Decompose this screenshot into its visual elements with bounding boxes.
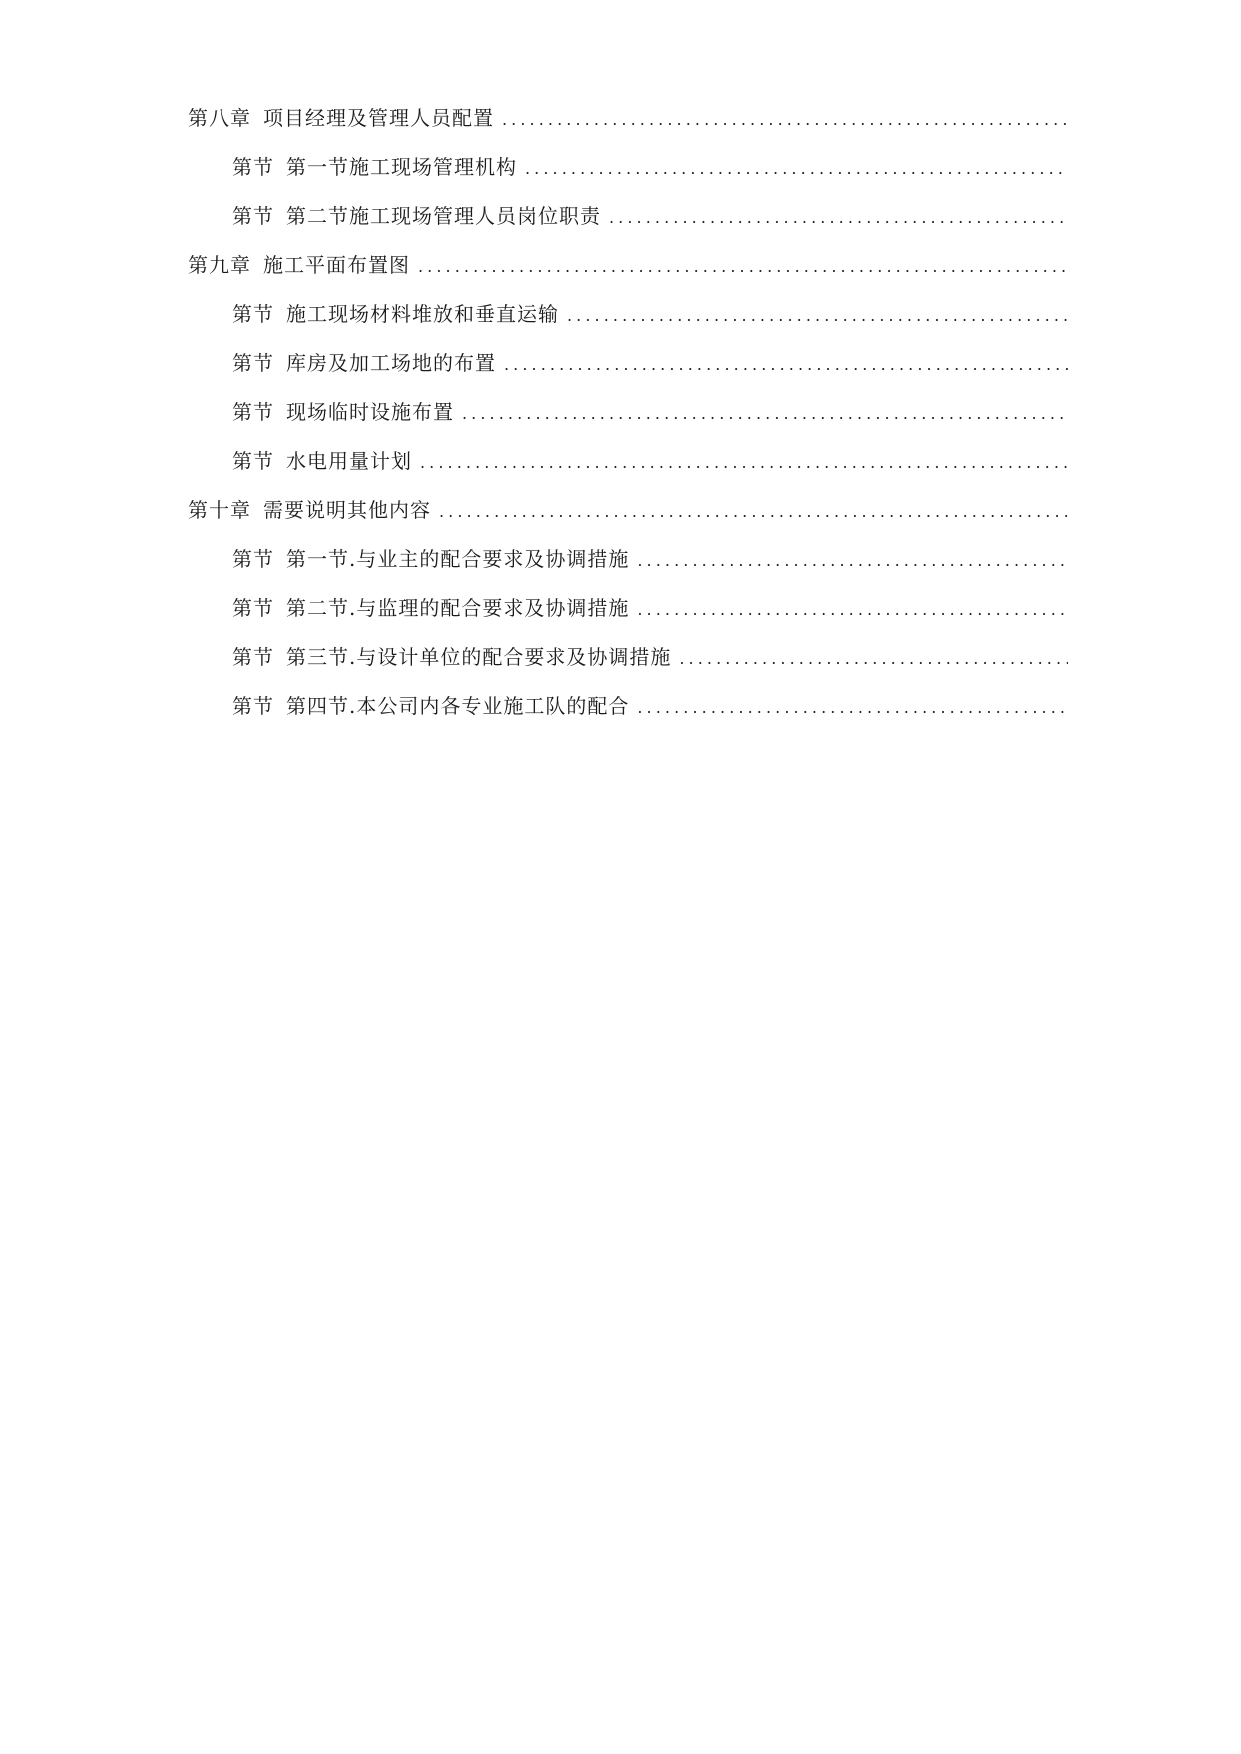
toc-entry-title: 现场临时设施布置 bbox=[286, 400, 454, 424]
toc-entry-title: 第三节.与设计单位的配合要求及协调措施 bbox=[286, 645, 672, 669]
toc-entry-prefix: 第节 bbox=[232, 547, 274, 571]
toc-entry-title: 水电用量计划 bbox=[286, 449, 412, 473]
toc-entry-section[interactable] bbox=[188, 643, 1068, 692]
dot-leader bbox=[525, 155, 1068, 183]
toc-entry-section[interactable] bbox=[188, 398, 1068, 447]
toc-entry-prefix: 第十章 bbox=[188, 498, 251, 522]
toc-entry-title: 第四节.本公司内各专业施工队的配合 bbox=[286, 694, 630, 718]
toc-entry-title: 第二节施工现场管理人员岗位职责 bbox=[286, 204, 601, 228]
dot-leader bbox=[567, 302, 1068, 330]
toc-entry-title: 第一节施工现场管理机构 bbox=[286, 155, 517, 179]
toc-entry-prefix: 第节 bbox=[232, 694, 274, 718]
toc-entry-prefix: 第节 bbox=[232, 204, 274, 228]
dot-leader bbox=[637, 596, 1068, 624]
toc-entry-prefix: 第节 bbox=[232, 400, 274, 424]
toc-entry-section[interactable] bbox=[188, 349, 1068, 398]
toc-entry-prefix: 第节 bbox=[232, 645, 274, 669]
dot-leader bbox=[439, 498, 1068, 526]
toc-entry-section[interactable] bbox=[188, 545, 1068, 594]
toc-entry-prefix: 第节 bbox=[232, 351, 274, 375]
toc-entry-prefix: 第九章 bbox=[188, 253, 251, 277]
toc-entry-title: 需要说明其他内容 bbox=[263, 498, 431, 522]
toc-entry-prefix: 第节 bbox=[232, 449, 274, 473]
toc-entry-prefix: 第节 bbox=[232, 155, 274, 179]
dot-leader bbox=[418, 253, 1068, 281]
toc-entry-title: 施工平面布置图 bbox=[263, 253, 410, 277]
toc-entry-section[interactable] bbox=[188, 447, 1068, 496]
table-of-contents bbox=[188, 104, 1068, 741]
dot-leader bbox=[637, 694, 1068, 722]
toc-entry-chapter-9[interactable] bbox=[188, 251, 1068, 300]
toc-entry-section[interactable] bbox=[188, 202, 1068, 251]
dot-leader bbox=[679, 645, 1068, 673]
toc-entry-title: 施工现场材料堆放和垂直运输 bbox=[286, 302, 559, 326]
toc-entry-chapter-10[interactable] bbox=[188, 496, 1068, 545]
toc-entry-prefix: 第八章 bbox=[188, 106, 251, 130]
toc-entry-title: 第二节.与监理的配合要求及协调措施 bbox=[286, 596, 630, 620]
dot-leader bbox=[504, 351, 1068, 379]
toc-entry-title: 项目经理及管理人员配置 bbox=[263, 106, 494, 130]
toc-entry-section[interactable] bbox=[188, 153, 1068, 202]
toc-entry-title: 第一节.与业主的配合要求及协调措施 bbox=[286, 547, 630, 571]
dot-leader bbox=[420, 449, 1068, 477]
dot-leader bbox=[462, 400, 1068, 428]
toc-entry-section[interactable] bbox=[188, 594, 1068, 643]
toc-entry-title: 库房及加工场地的布置 bbox=[286, 351, 496, 375]
toc-entry-chapter-8[interactable] bbox=[188, 104, 1068, 153]
dot-leader bbox=[502, 106, 1068, 134]
toc-entry-section[interactable] bbox=[188, 300, 1068, 349]
toc-entry-prefix: 第节 bbox=[232, 596, 274, 620]
toc-entry-section[interactable] bbox=[188, 692, 1068, 741]
dot-leader bbox=[609, 204, 1068, 232]
dot-leader bbox=[637, 547, 1068, 575]
toc-entry-prefix: 第节 bbox=[232, 302, 274, 326]
